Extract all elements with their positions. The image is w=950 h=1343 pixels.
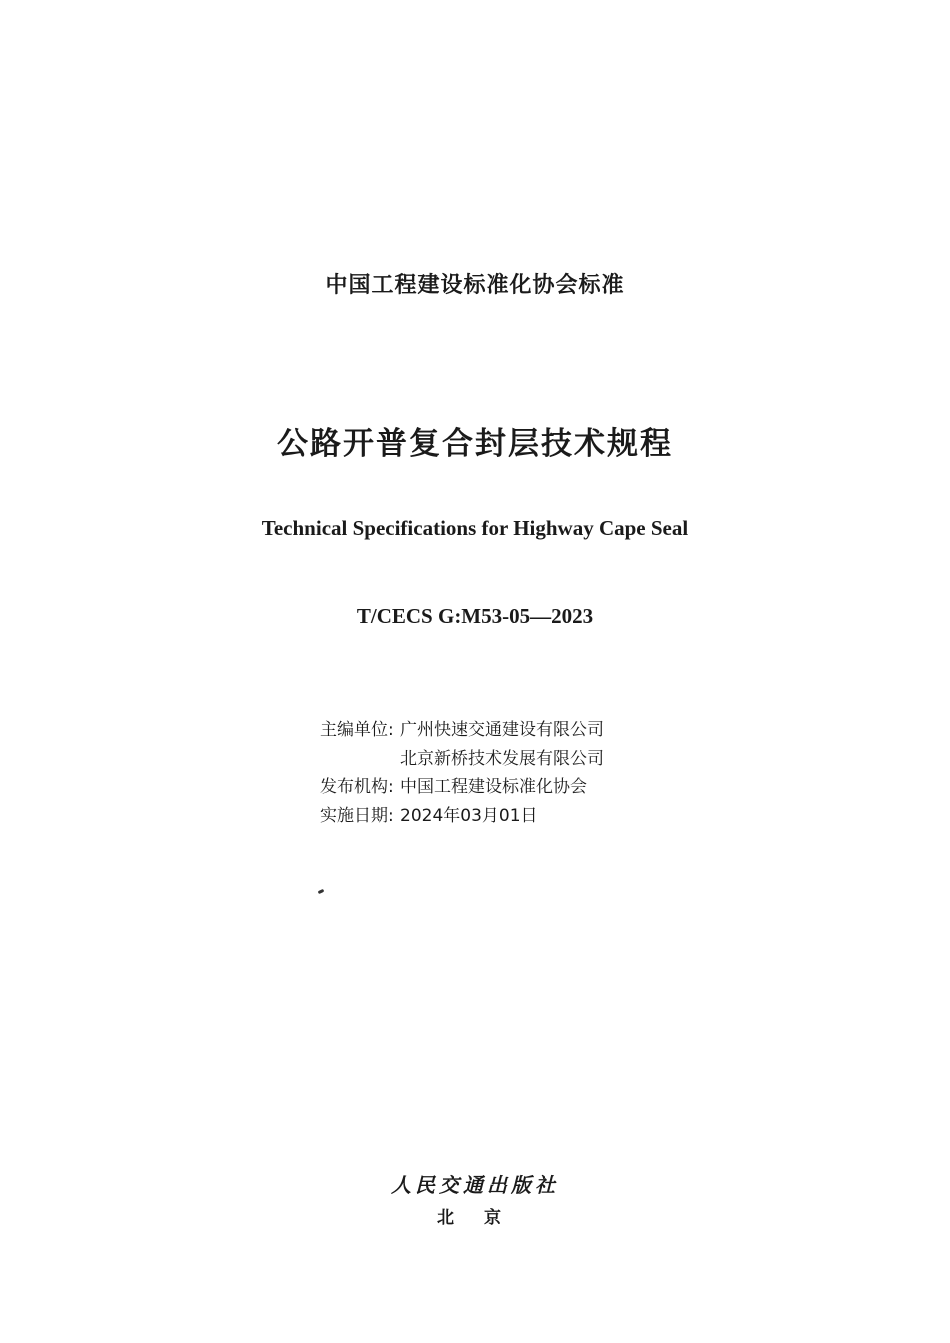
scan-speck-mark xyxy=(318,889,325,894)
editor-row xyxy=(320,716,604,745)
document-title-chinese: 公路开普复合封层技术规程 xyxy=(277,426,673,462)
issuer-name: 中国工程建设标准化协会 xyxy=(400,777,587,797)
publisher-city: 北 京 xyxy=(437,1208,513,1228)
standard-series-title: 中国工程建设标准化协会标准 xyxy=(325,273,625,298)
document-info-block xyxy=(320,716,604,830)
effective-date-label: 实施日期: xyxy=(320,805,394,826)
effective-date-row xyxy=(320,802,604,831)
publisher-name: 人民交通出版社 xyxy=(391,1173,559,1197)
editor-row-2 xyxy=(320,745,604,774)
editor-label: 主编单位: xyxy=(320,720,394,740)
issuer-label: 发布机构: xyxy=(320,777,394,797)
issuer-row xyxy=(320,773,604,802)
document-title-english: Technical Specifications for Highway Cape Seal xyxy=(261,516,689,540)
standard-code: T/CECS G:M53-05—2023 xyxy=(356,604,594,628)
editor-unit-1: 广州快速交通建设有限公司 xyxy=(400,720,604,740)
editor-unit-2: 北京新桥技术发展有限公司 xyxy=(400,748,604,769)
effective-date: 2024年03月01日 xyxy=(400,805,538,826)
